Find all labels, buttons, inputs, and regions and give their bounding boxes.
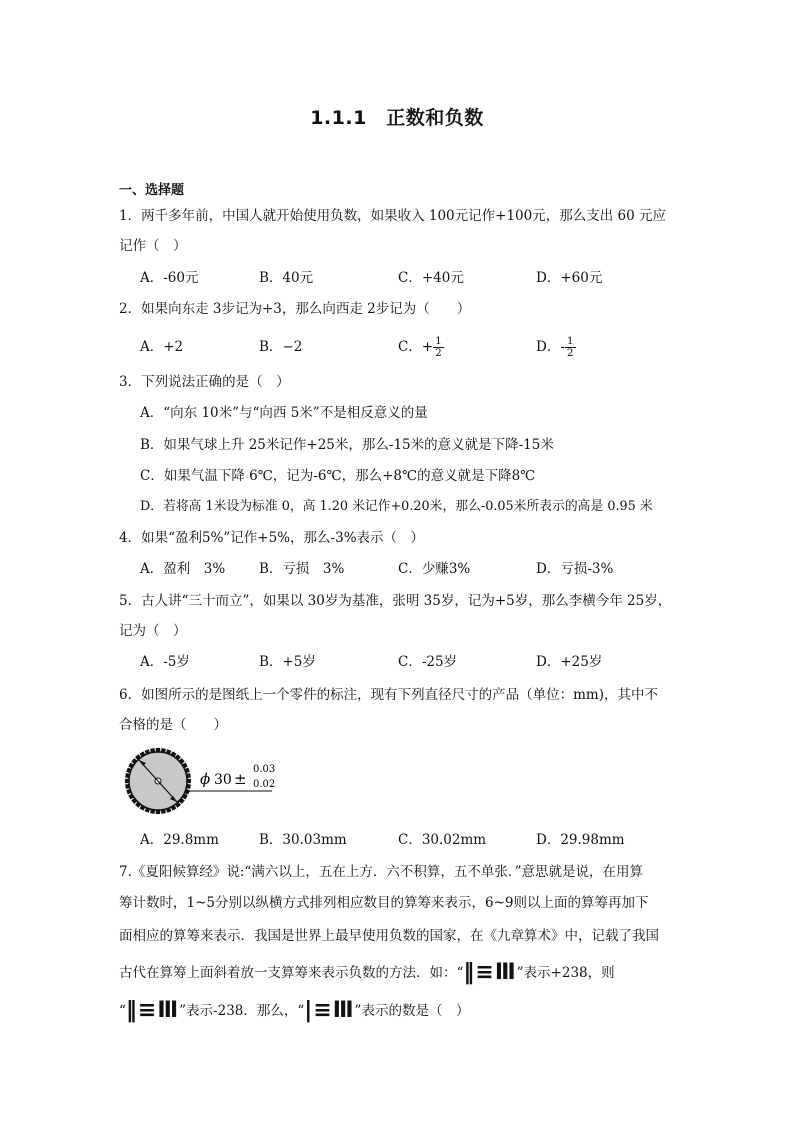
- fraction-numerator: 1: [566, 335, 574, 347]
- fraction-denominator: 2: [435, 347, 442, 359]
- q2-option-d-fraction: [565, 336, 576, 359]
- plus-minus-sign: ±: [234, 770, 247, 788]
- rod-numeral-question: |≡Ⅲ: [304, 998, 355, 1023]
- q1-option-a: A．-60元: [140, 270, 199, 286]
- q7-line5-text-c: ”表示的数是（ ）: [354, 1003, 470, 1019]
- upper-tolerance: 0.03: [253, 764, 276, 775]
- q1-option-c: C．+40元: [398, 270, 464, 286]
- q4-option-c: C．少赚3%: [398, 561, 471, 577]
- q3-stem-line1: 3．下列说法正确的是（ ）: [119, 374, 290, 390]
- q1-option-b: B．40元: [259, 270, 314, 286]
- q7-line5-text-a: “: [119, 1003, 126, 1019]
- q6-option-c: C．30.02mm: [398, 832, 487, 848]
- q5-option-a: A．-5岁: [140, 654, 190, 670]
- q2-option-c: [398, 328, 444, 366]
- q2-option-a: A．+2: [140, 339, 184, 355]
- q2-option-c-fraction: [433, 336, 444, 359]
- q5-option-c: C．-25岁: [398, 654, 458, 670]
- q7-line5-text-b: ”表示-238．那么，“: [179, 1003, 305, 1019]
- q6-option-a: A．29.8mm: [140, 832, 219, 848]
- q4-option-d: D．亏损-3%: [536, 561, 614, 577]
- q5-stem-line2: 记为（ ）: [119, 623, 187, 639]
- q6-option-d: D．29.98mm: [536, 832, 625, 848]
- q7-stem-line4: [119, 960, 615, 986]
- q2-option-b: B．−2: [259, 339, 303, 355]
- rod-numeral-238: ‖≡Ⅲ: [463, 960, 517, 985]
- q2-option-c-prefix: C．+: [398, 339, 434, 355]
- q3-option-d: D．若将高 1米设为标准 0，高 1.20 米记作+0.20米，那么-0.05米所表示的高是 0.95 米: [140, 499, 653, 514]
- q1-stem-line1: 1．两千多年前，中国人就开始使用负数，如果收入 100元记作+100元，那么支出 60 元应: [119, 208, 666, 224]
- q6-option-b: B．30.03mm: [259, 832, 347, 848]
- phi-symbol: ϕ: [200, 770, 211, 788]
- q1-stem-line2: 记作（ ）: [119, 238, 187, 254]
- fraction-denominator: 2: [566, 347, 574, 359]
- q6-stem-line2: 合格的是（ ）: [119, 717, 227, 733]
- q2-stem-line1: 2．如果向东走 3步记为+3，那么向西走 2步记为（ ）: [119, 301, 471, 317]
- q2-option-d: [536, 328, 576, 366]
- rod-numeral-neg238: ‖≡Ⅲ: [125, 998, 180, 1023]
- page-title: 1.1.1 正数和负数: [310, 107, 484, 129]
- q5-option-b: B．+5岁: [259, 654, 316, 670]
- q4-option-b: B．亏损 3%: [259, 561, 345, 577]
- q4-stem-line1: 4．如果“盈利5%”记作+5%，那么-3%表示（ ）: [119, 530, 425, 546]
- q2-option-d-prefix: D．-: [536, 339, 565, 355]
- q3-option-c: C．如果气温下降 6℃，记为-6℃，那么+8℃的意义就是下降8℃: [140, 468, 536, 484]
- q7-line4-text-b: ”表示+238，则: [516, 965, 615, 981]
- q4-option-a: A．盈利 3%: [140, 561, 226, 577]
- gear-part-figure: [122, 742, 282, 822]
- nominal-dimension: 30: [214, 772, 232, 788]
- section-heading: 一、选择题: [119, 183, 185, 198]
- q3-option-a: A．“向东 10米”与“向西 5米”不是相反意义的量: [140, 405, 428, 421]
- q7-line4-text-a: 古代在算筹上面斜着放一支算筹来表示负数的方法．如：“: [119, 965, 464, 981]
- q3-option-b: B．如果气球上升 25米记作+25米，那么-15米的意义就是下降-15米: [140, 437, 554, 453]
- q1-option-d: D．+60元: [536, 270, 603, 286]
- fraction-numerator: 1: [435, 335, 442, 347]
- lower-tolerance: 0.02: [253, 779, 276, 790]
- q5-stem-line1: 5．古人讲“三十而立”，如果以 30岁为基准，张明 35岁，记为+5岁，那么李横今年 25岁，: [119, 593, 672, 609]
- q7-stem-line1: 7.《夏阳候算经》说:“满六以上，五在上方．六不积算，五不单张．”意思就是说，在用算: [119, 864, 643, 880]
- q7-stem-line3: 面相应的算筹来表示．我国是世界上最早使用负数的国家，在《九章算术》中，记载了我国: [119, 928, 659, 944]
- q7-stem-line2: 筹计数时，1~5分别以纵横方式排列相应数目的算筹来表示，6~9则以上面的算筹再加下: [119, 895, 649, 911]
- q5-option-d: D．+25岁: [536, 654, 603, 670]
- q6-stem-line1: 6．如图所示的是图纸上一个零件的标注，现有下列直径尺寸的产品（单位：mm)，其中不: [119, 687, 658, 703]
- q7-stem-line5: [119, 998, 469, 1024]
